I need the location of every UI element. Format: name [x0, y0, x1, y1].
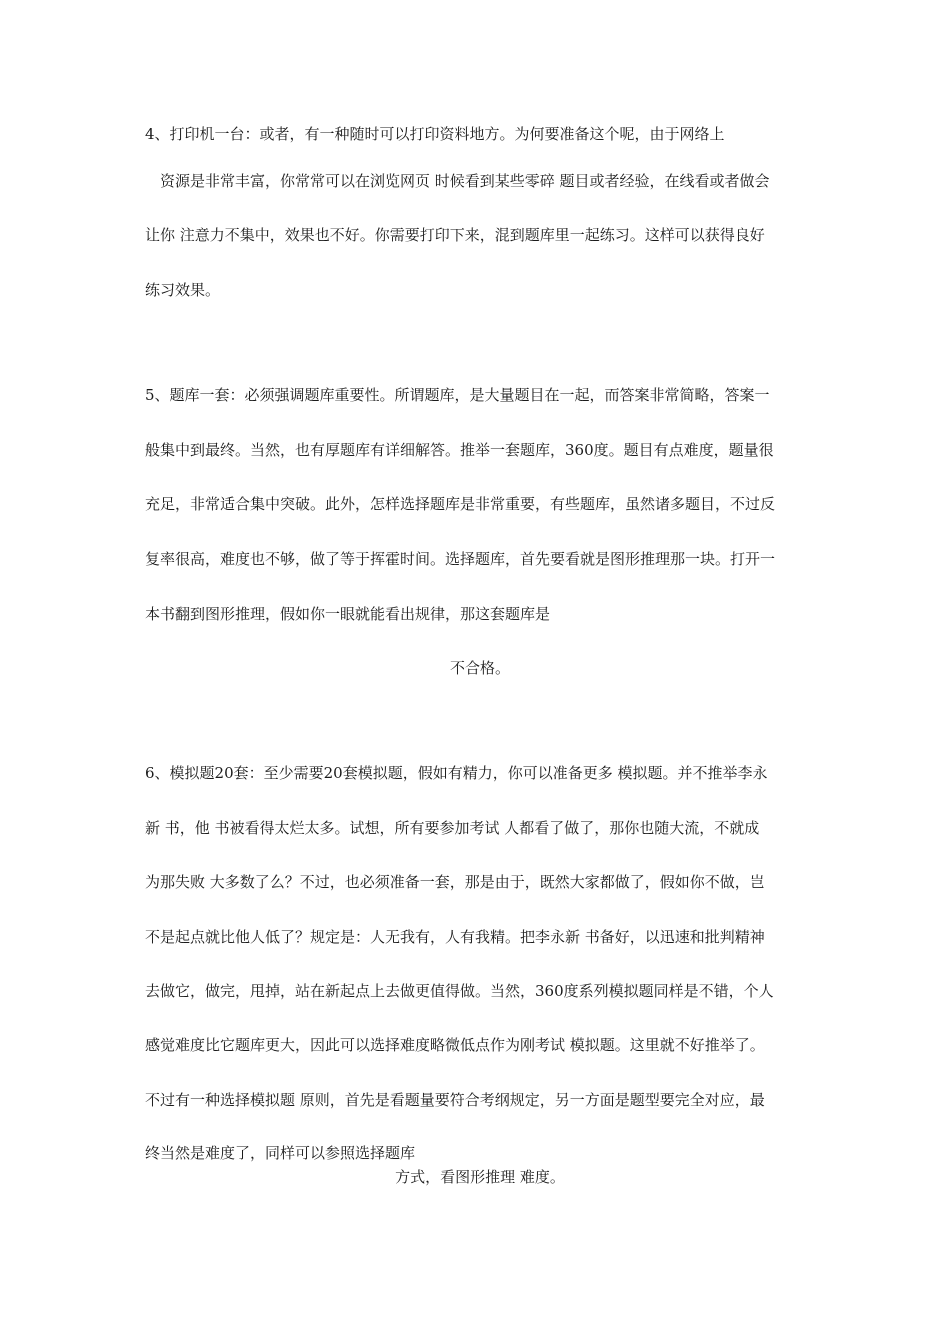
- paragraph-line: 终当然是难度了，同样可以参照选择题库: [145, 1144, 416, 1162]
- paragraph-line: 新 书，他 书被看得太烂太多。试想，所有要参加考试 人都看了做了，那你也随大流，不就成: [145, 819, 760, 837]
- paragraph-line: 复率很高，难度也不够，做了等于挥霍时间。选择题库，首先要看就是图形推理那一块。打开一: [145, 550, 776, 568]
- paragraph-line: 为那失败 大多数了么？不过，也必须准备一套，那是由于，既然大家都做了，假如你不做，岂: [145, 873, 765, 891]
- paragraph-line: 不过有一种选择模拟题 原则，首先是看题量要符合考纲规定，另一方面是题型要完全对应，最: [145, 1091, 765, 1109]
- paragraph-line: 练习效果。: [145, 281, 221, 299]
- paragraph-line: 去做它，做完，甩掉，站在新起点上去做更值得做。当然，360度系列模拟题同样是不错，个人: [145, 982, 774, 1000]
- paragraph-line: 5、题库一套：必须强调题库重要性。所谓题库，是大量题目在一起，而答案非常简略，答案一: [145, 386, 770, 404]
- paragraph-line: 般集中到最终。当然，也有厚题库有详细解答。推举一套题库，360度。题目有点难度，题量很: [145, 441, 774, 459]
- paragraph-line: 本书翻到图形推理，假如你一眼就能看出规律，那这套题库是: [145, 605, 551, 623]
- paragraph-line-centered: 方式，看图形推理 难度。: [395, 1168, 565, 1186]
- paragraph-line: 资源是非常丰富，你常常可以在浏览网页 时候看到某些零碎 题目或者经验，在线看或者做会: [160, 172, 770, 190]
- paragraph-line-centered: 不合格。: [449, 659, 510, 677]
- paragraph-line: 6、模拟题20套：至少需要20套模拟题，假如有精力，你可以准备更多 模拟题。并不推举李永: [145, 764, 768, 782]
- paragraph-line: 充足，非常适合集中突破。此外，怎样选择题库是非常重要，有些题库，虽然诸多题目，不过反: [145, 495, 776, 513]
- paragraph-line: 感觉难度比它题库更大，因此可以选择难度略微低点作为刚考试 模拟题。这里就不好推举了。: [145, 1036, 765, 1054]
- paragraph-line: 不是起点就比他人低了？规定是：人无我有，人有我精。把李永新 书备好，以迅速和批判精神: [145, 928, 765, 946]
- paragraph-line: 让你 注意力不集中，效果也不好。你需要打印下来，混到题库里一起练习。这样可以获得良好: [145, 226, 765, 244]
- paragraph-line: 4、打印机一台：或者，有一种随时可以打印资料地方。为何要准备这个呢，由于网络上: [145, 125, 725, 143]
